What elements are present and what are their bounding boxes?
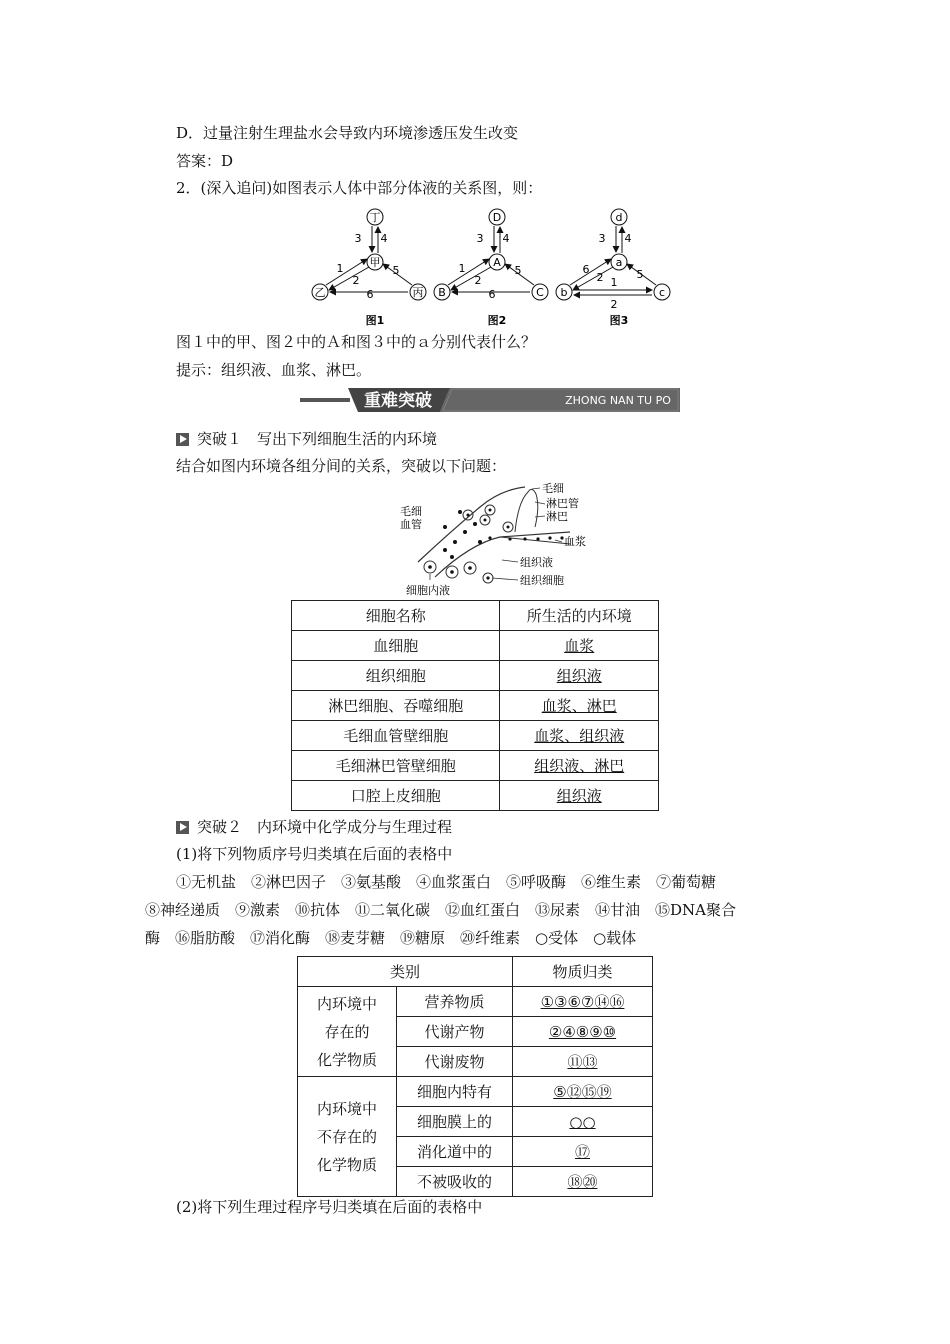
header-items: 物质归类 — [513, 957, 653, 987]
edge-number: 3 — [354, 232, 362, 245]
group-present: 内环境中 存在的 化学物质 — [298, 987, 397, 1077]
internal-environment-diagram — [390, 482, 590, 600]
label-capillary-line2: 血管 — [400, 518, 422, 531]
cell-environment-table — [291, 600, 659, 811]
table-header-row — [298, 957, 653, 987]
play-bullet-icon — [176, 433, 189, 446]
node-label-top: d — [615, 211, 623, 224]
table-row — [292, 781, 659, 811]
label-tissue-cell: 组织细胞 — [520, 574, 564, 587]
node-label-left: B — [438, 286, 446, 299]
edge-number: 5 — [392, 264, 400, 277]
subcategory-cell: 营养物质 — [397, 987, 513, 1017]
edge-number: 4 — [380, 232, 388, 245]
subcategory-cell: 代谢废物 — [397, 1047, 513, 1077]
environment-cell: 血浆、淋巴 — [500, 691, 659, 721]
edge-number: 2 — [352, 274, 360, 287]
figure-caption: 图1 — [365, 314, 385, 327]
node-label-center: 甲 — [369, 256, 381, 269]
section-2-heading: 突破２ 内环境中化学成分与生理过程 — [176, 816, 452, 838]
environment-cell: 组织液 — [500, 661, 659, 691]
substance-list-line3: 酶 ⑯脂肪酸 ⑰消化酶 ⑱麦芽糖 ⑲糖原 ⑳纤维素 ○受体 ○载体 — [145, 929, 637, 947]
node-label-right: c — [658, 286, 666, 299]
relationship-figure-1 — [312, 209, 426, 327]
table-header-row — [292, 601, 659, 631]
header-category: 类别 — [298, 957, 513, 987]
group-absent: 内环境中 不存在的 化学物质 — [298, 1077, 397, 1197]
edge-number: 4 — [624, 232, 632, 245]
edge-number: 6 — [488, 288, 496, 301]
environment-cell: 血浆、组织液 — [500, 721, 659, 751]
edge-number: 5 — [514, 264, 522, 277]
node-label-right: C — [536, 286, 544, 299]
items-cell: ①③⑥⑦⑭⑯ — [513, 987, 653, 1017]
cell-name-cell: 毛细血管壁细胞 — [292, 721, 500, 751]
label-capillary-line1: 毛细 — [400, 505, 422, 518]
edge-number: 1 — [458, 262, 466, 275]
label-intracellular: 细胞内液 — [406, 584, 450, 597]
body-fluid-relationship-figures — [300, 202, 680, 330]
edge-number: 3 — [476, 232, 484, 245]
node-label-left: 乙 — [314, 286, 326, 299]
edge-number: 5 — [636, 268, 644, 281]
section-banner — [300, 388, 680, 412]
subcategory-cell: 代谢产物 — [397, 1017, 513, 1047]
substance-list-line1: ①无机盐 ②淋巴因子 ③氨基酸 ④血浆蛋白 ⑤呼吸酶 ⑥维生素 ⑦葡萄糖 — [176, 873, 717, 891]
table-row — [298, 1077, 653, 1107]
header-cell: 细胞名称 — [292, 601, 500, 631]
edge-number: 6 — [582, 263, 590, 276]
substance-classification-table — [297, 956, 653, 1197]
node-label-left: b — [560, 286, 568, 299]
section-2-sub1: (1)将下列物质序号归类填在后面的表格中 — [176, 845, 453, 863]
edge-number: 4 — [502, 232, 510, 245]
label-interstitial: 组织液 — [520, 556, 553, 569]
table-row — [292, 721, 659, 751]
node-label-center: A — [493, 256, 501, 269]
section-1-heading: 突破１ 写出下列细胞生活的内环境 — [176, 428, 437, 450]
items-cell: ⑱⑳ — [513, 1167, 653, 1197]
subcategory-cell: 细胞内特有 — [397, 1077, 513, 1107]
table-row — [292, 751, 659, 781]
subcategory-cell: 不被吸收的 — [397, 1167, 513, 1197]
question-2-hint: 提示：组织液、血浆、淋巴。 — [176, 361, 372, 379]
items-cell: ⑤⑫⑮⑲ — [513, 1077, 653, 1107]
cell-name-cell: 血细胞 — [292, 631, 500, 661]
header-cell: 所生活的内环境 — [500, 601, 659, 631]
figure-caption: 图3 — [609, 314, 629, 327]
environment-cell: 组织液、淋巴 — [500, 751, 659, 781]
table-row — [292, 661, 659, 691]
play-bullet-icon — [176, 821, 189, 834]
items-cell: ②④⑧⑨⑩ — [513, 1017, 653, 1047]
cell-name-cell: 组织细胞 — [292, 661, 500, 691]
node-label-top: D — [492, 211, 502, 224]
substance-list-line2: ⑧神经递质 ⑨激素 ⑩抗体 ⑪二氧化碳 ⑫血红蛋白 ⑬尿素 ⑭甘油 ⑮DNA聚合 — [145, 901, 736, 919]
edge-number: 1 — [336, 262, 344, 275]
label-lymph-capillary: 毛细 — [542, 482, 564, 495]
subcategory-cell: 消化道中的 — [397, 1137, 513, 1167]
cell-name-cell: 口腔上皮细胞 — [292, 781, 500, 811]
question-2: 2．(深入追问)如图表示人体中部分体液的关系图，则： — [176, 179, 543, 197]
edge-number: 2 — [610, 298, 618, 311]
edge-number: 3 — [598, 232, 606, 245]
node-label-center: a — [615, 256, 623, 269]
environment-cell: 组织液 — [500, 781, 659, 811]
relationship-figure-2 — [434, 209, 548, 327]
option-d: D．过量注射生理盐水会导致内环境渗透压发生改变 — [176, 124, 519, 142]
node-label-top: 丁 — [369, 211, 381, 224]
items-cell: ⑰ — [513, 1137, 653, 1167]
node-label-right: 丙 — [412, 286, 424, 299]
banner-pinyin: ZHONG NAN TU PO — [565, 394, 671, 407]
edge-number: 1 — [610, 276, 618, 289]
section-1-intro: 结合如图内环境各组分间的关系，突破以下问题： — [176, 457, 507, 475]
table-row — [292, 691, 659, 721]
question-2-ask: 图１中的甲、图２中的Ａ和图３中的ａ分别代表什么？ — [176, 333, 537, 351]
cell-name-cell: 淋巴细胞、吞噬细胞 — [292, 691, 500, 721]
label-lymph: 淋巴 — [546, 510, 568, 523]
items-cell: ○○ — [513, 1107, 653, 1137]
table-row — [292, 631, 659, 661]
edge-number: 2 — [596, 271, 604, 284]
cell-name-cell: 毛细淋巴管壁细胞 — [292, 751, 500, 781]
section-2-sub2: (2)将下列生理过程序号归类填在后面的表格中 — [176, 1198, 483, 1216]
table-row — [298, 987, 653, 1017]
label-lymph-vessel: 淋巴管 — [546, 497, 579, 510]
edge-number: 6 — [366, 288, 374, 301]
items-cell: ⑪⑬ — [513, 1047, 653, 1077]
relationship-figure-3 — [556, 209, 670, 327]
answer-line: 答案：D — [176, 152, 234, 170]
label-plasma: 血浆 — [564, 535, 586, 548]
figure-caption: 图2 — [487, 314, 507, 327]
subcategory-cell: 细胞膜上的 — [397, 1107, 513, 1137]
edge-number: 2 — [474, 274, 482, 287]
banner-title: 重难突破 — [364, 391, 432, 411]
environment-cell: 血浆 — [500, 631, 659, 661]
